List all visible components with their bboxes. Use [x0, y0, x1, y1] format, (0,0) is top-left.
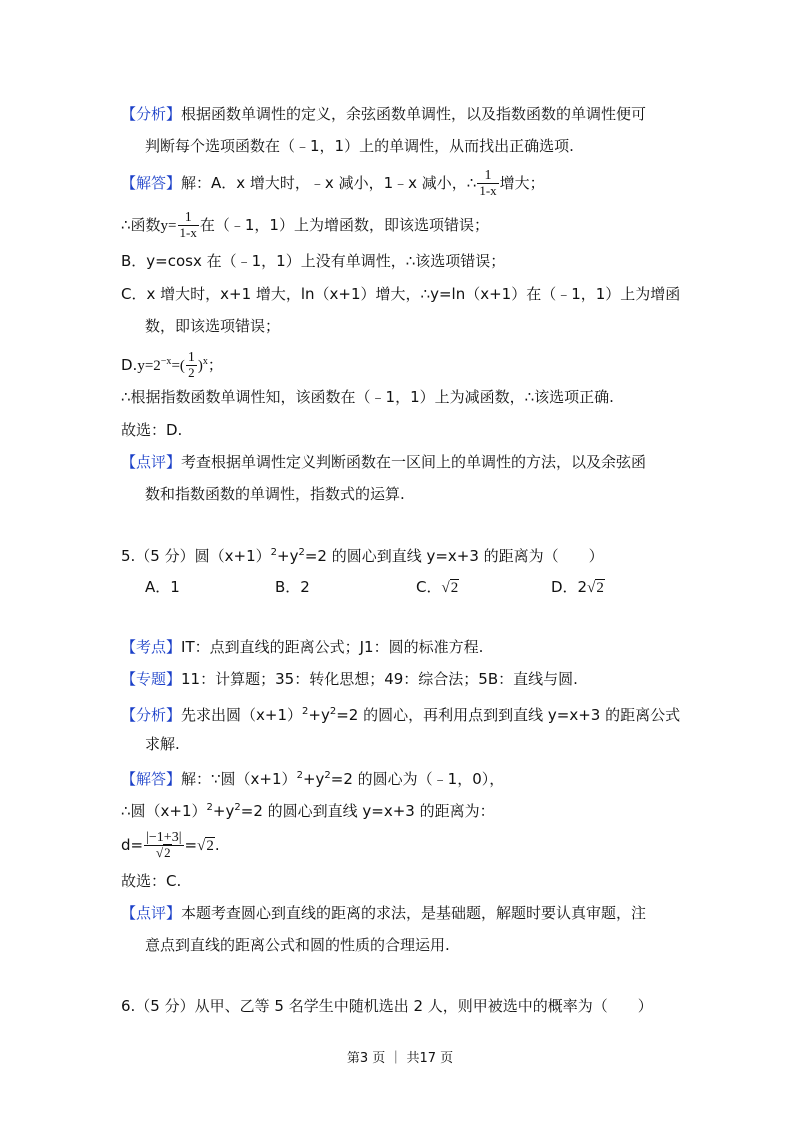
q5-comment-line-1: [121, 903, 646, 923]
q5-solution-line-2: [121, 798, 495, 821]
fraction-1-over-1-minus-x-2: $\frac{1}{1-x}$: [179, 210, 197, 240]
q5-analysis-text-2: 求解.: [145, 735, 180, 753]
q5-zhuanti-text: 11：计算题；35：转化思想；49：综合法；5B：直线与圆.: [181, 670, 578, 688]
q4-analysis-line-2: [145, 136, 574, 156]
option-c-label: C．: [416, 578, 442, 596]
q5-comment-text-1: 本题考查圆心到直线的距离的求法，是基础题，解题时要认真审题，注: [181, 904, 647, 922]
q4-l6-y: y=: [137, 358, 154, 374]
q5-solution-line-1: [121, 766, 504, 789]
q4-l6-base: 2: [153, 358, 161, 374]
d-eq: =: [184, 836, 198, 854]
q4-l5: 数，即该选项错误；: [145, 317, 281, 335]
q5-choose-text: 故选：C.: [121, 872, 182, 890]
q4-l6-exp2: x: [202, 356, 208, 367]
q4-analysis-text-2: 判断每个选项函数在（﹣1，1）上的单调性，从而找出正确选项.: [145, 137, 574, 155]
solution-tag-2: 【解答】: [121, 770, 182, 788]
q4-l7: ∴根据指数函数单调性知，该函数在（﹣1，1）上为减函数，∴该选项正确.: [121, 388, 614, 406]
q5-sol2-sup1: 2: [206, 802, 213, 813]
q4-solution-line-5: [145, 316, 280, 336]
q4-choose: 故选：D.: [121, 421, 183, 439]
q4-solution-tail-1: 增大；: [499, 174, 545, 192]
option-b: B．2: [275, 578, 310, 596]
q5-sol-sup2: 2: [324, 770, 331, 781]
q4-l6-eq: =(: [171, 358, 185, 374]
zhuanti-tag: 【专题】: [121, 670, 182, 688]
q4-comment-line-1: [121, 452, 646, 472]
q4-comment-line-2: [145, 484, 405, 504]
q4-analysis-line-1: [121, 104, 646, 124]
q5-stem-mid: +y: [277, 547, 299, 565]
q5-stem-post: =2 的圆心到直线 y=x+3 的距离为（ ）: [304, 547, 604, 565]
analysis-tag-2: 【分析】: [121, 706, 182, 724]
q5-sol-post: =2 的圆心为（﹣1，0），: [330, 770, 505, 788]
q6-stem: [121, 996, 653, 1016]
q4-l2-y: y=: [160, 218, 177, 234]
q5-stem: [121, 543, 604, 566]
q5-sol2-post: =2 的圆心到直线 y=x+3 的距离为：: [240, 802, 495, 820]
option-a: A．1: [145, 578, 180, 596]
page-footer: 第3 页 ｜ 共17 页: [346, 1051, 454, 1066]
sqrt-2-icon-den: √2: [155, 845, 171, 860]
q5-options: [0, 577, 800, 599]
sqrt-2-icon-result: √2: [197, 838, 214, 854]
q4-l4: C．x 增大时，x+1 增大，ln（x+1）增大，∴y=ln（x+1）在（﹣1，1）上为增函: [121, 285, 681, 303]
q5-choose: [121, 871, 181, 891]
q6-stem-text: 6.（5 分）从甲、乙等 5 名学生中随机选出 2 人，则甲被选中的概率为（ ）: [121, 997, 653, 1015]
q5-comment-line-2: [145, 935, 450, 955]
q4-l6-exp: −x: [160, 356, 172, 367]
q5-stem-sup2: 2: [298, 547, 305, 558]
q4-l6-close: ): [197, 358, 203, 374]
q4-l3: B．y=cosx 在（﹣1，1）上没有单调性，∴该选项错误；: [121, 252, 506, 270]
q4-analysis-text-1: 根据函数单调性的定义，余弦函数单调性，以及指数函数的单调性便可: [181, 105, 647, 123]
q4-solution-line-8: [121, 420, 182, 440]
q4-solution-line-1: [121, 169, 545, 198]
q4-solution-line-4: [121, 284, 680, 304]
q4-solution-line-2: [121, 211, 489, 240]
d-label: d=: [121, 836, 144, 854]
q4-l6-end: ；: [207, 356, 223, 374]
q4-solution-line-6: [121, 351, 223, 380]
q5-stem-sup1: 2: [270, 547, 277, 558]
q5-sol2-mid: +y: [212, 802, 235, 820]
q5-an-sup2: 2: [329, 706, 337, 717]
kaodian-tag: 【考点】: [121, 638, 182, 656]
q5-an-mid: +y: [308, 706, 330, 724]
option-c: [416, 577, 459, 598]
q5-kaodian: [121, 637, 483, 657]
distance-fraction: $\frac{|-1+3|}{√2}$: [146, 830, 182, 860]
q5-sol-sup1: 2: [296, 770, 303, 781]
q4-comment-text-2: 数和指数函数的单调性，指数式的运算.: [145, 485, 405, 503]
comment-tag-2: 【点评】: [121, 904, 182, 922]
fraction-1-over-1-minus-x: $\frac{1}{1-x}$: [479, 168, 497, 198]
q5-an-pre: 先求出圆（x+1）: [181, 706, 303, 724]
q5-an-sup1: 2: [302, 706, 309, 717]
q5-sol2-pre: ∴圆（x+1）: [121, 802, 207, 820]
q5-sol2-sup2: 2: [234, 802, 241, 813]
q4-l6-pre: D.: [121, 356, 138, 374]
q5-distance-formula: [121, 830, 220, 861]
q5-zhuanti: [121, 669, 578, 689]
q5-analysis-line-1: [121, 702, 680, 725]
q4-solution-line-3: [121, 251, 505, 271]
sqrt-2-icon-d: √2: [587, 580, 604, 596]
fraction-one-half: $\frac{1}{2}$: [187, 350, 195, 380]
analysis-tag: 【分析】: [121, 105, 182, 123]
q5-comment-text-2: 意点到直线的距离公式和圆的性质的合理运用.: [145, 936, 450, 954]
q4-l2-post: 在（﹣1，1）上为增函数，即该选项错误；: [199, 216, 489, 234]
q4-comment-text-1: 考查根据单调性定义判断函数在一区间上的单调性的方法，以及余弦函: [181, 453, 647, 471]
d-end: .: [214, 836, 220, 854]
solution-tag: 【解答】: [121, 174, 182, 192]
q5-stem-pre: 5.（5 分）圆（x+1）: [121, 547, 271, 565]
q5-analysis-line-2: [145, 734, 180, 754]
q5-an-post: =2 的圆心，再利用点到到直线 y=x+3 的距离公式: [336, 706, 681, 724]
q5-sol-pre: 解：∵圆（x+1）: [181, 770, 297, 788]
q5-kaodian-text: IT：点到直线的距离公式；J1：圆的标准方程.: [181, 638, 484, 656]
q4-solution-text-1: 解：A．x 增大时，﹣x 减小，1﹣x 减小，∴: [181, 174, 477, 192]
q4-l2-pre: ∴函数: [121, 216, 161, 234]
sqrt-2-icon: √2: [441, 580, 459, 596]
q4-solution-line-7: [121, 387, 614, 407]
option-d-label: D．2: [551, 578, 588, 596]
q5-sol-mid: +y: [302, 770, 325, 788]
option-d: [551, 577, 605, 598]
comment-tag: 【点评】: [121, 453, 182, 471]
